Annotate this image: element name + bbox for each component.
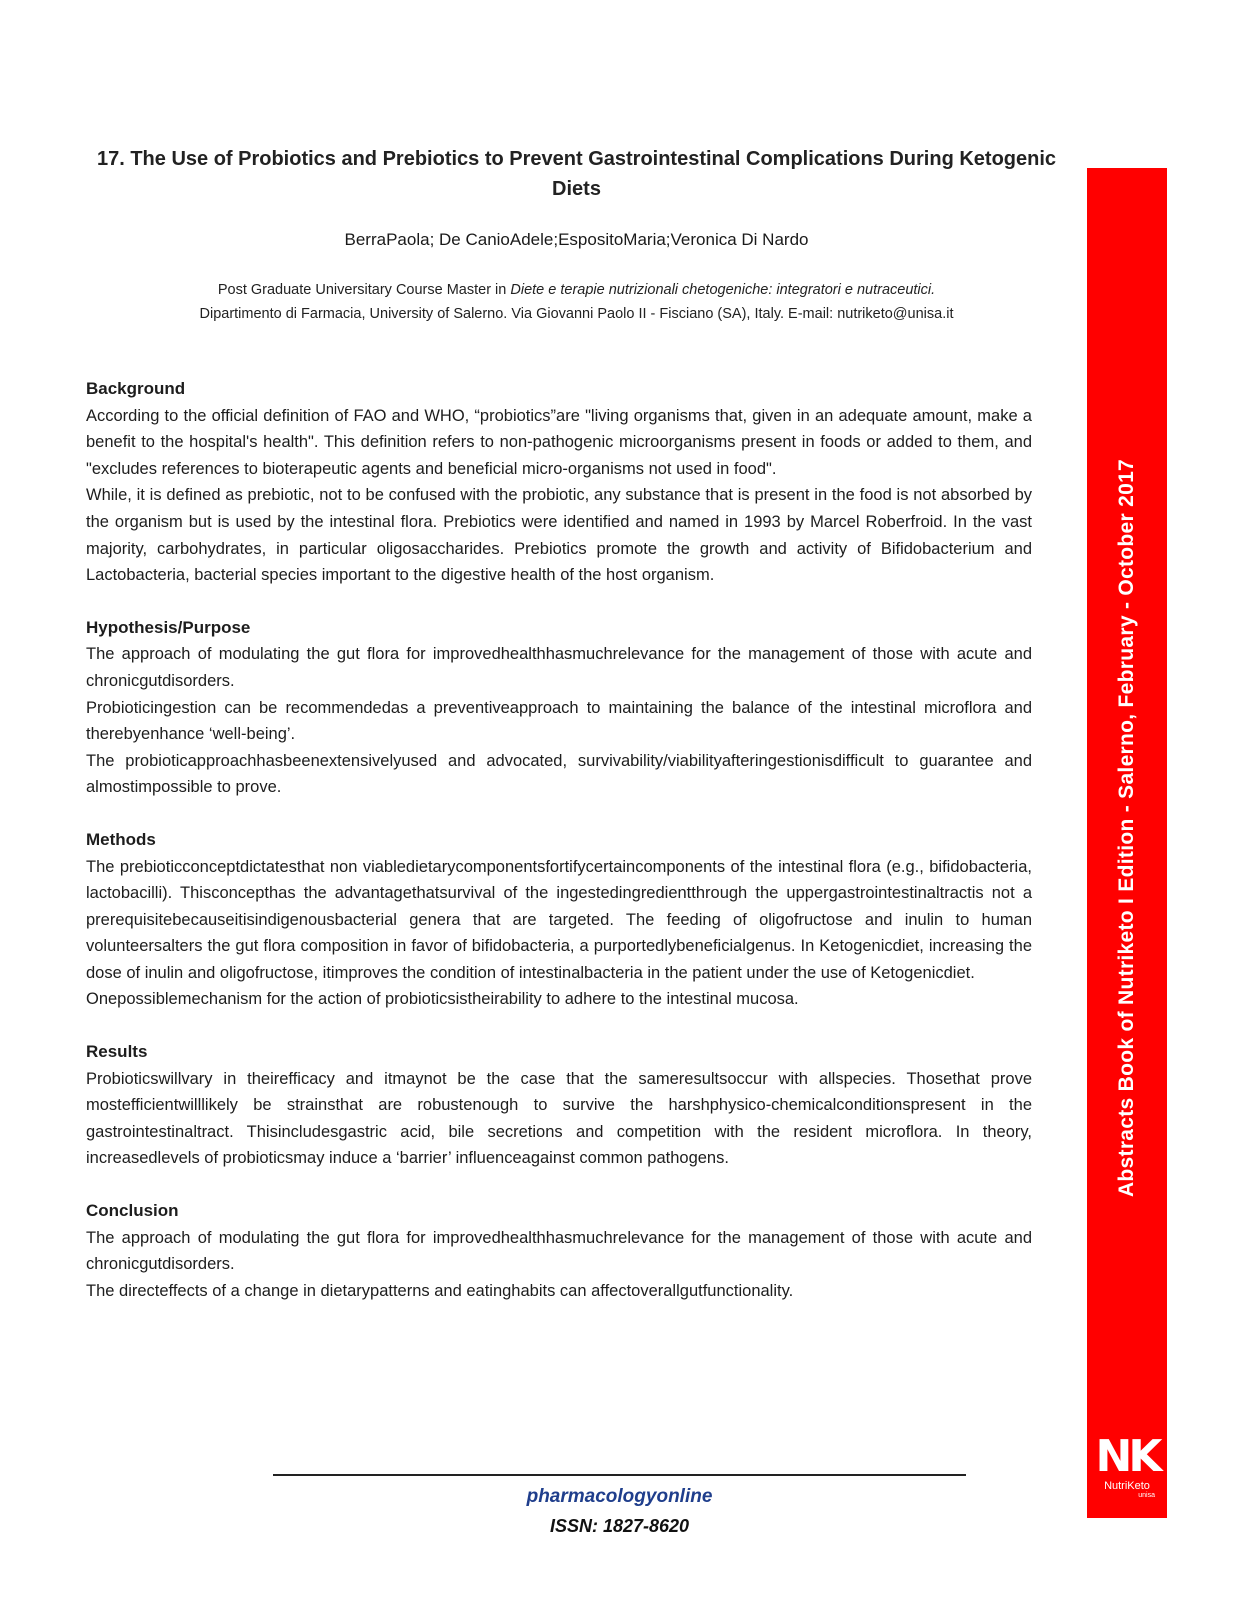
paragraph: The approach of modulating the gut flora for improvedhealthhasmuchrelevance for the management of those with acute and chronicgutdisorders. — [86, 1228, 1032, 1274]
affiliation — [84, 278, 1069, 326]
paragraph: The approach of modulating the gut flora for improvedhealthhasmuchrelevance for the management of those with acute and chronicgutdisorders. — [86, 645, 1032, 690]
abstract-body — [86, 376, 1032, 1330]
section-heading: Background — [86, 379, 186, 398]
section-conclusion — [86, 1198, 1032, 1304]
section-heading: Results — [86, 1042, 148, 1062]
journal-sidebar — [1087, 168, 1167, 1518]
footer-divider — [273, 1474, 966, 1476]
affiliation-prefix: Post Graduate Universitary Course Master in — [217, 282, 511, 298]
section-methods — [86, 827, 1032, 1013]
paragraph: Probioticingestion can be recommendedas a preventiveapproach to maintaining the balance of the intestinal microflora and therebyenhance ‘well-being’. — [86, 698, 1032, 744]
paragraph: The directeffects of a change in dietarypatterns and eatinghabits can affectoverallgutfunctionality. — [86, 1281, 794, 1300]
affiliation-course-name: Diete e terapie nutrizionali chetogeniche: integratori e nutraceutici. — [510, 282, 936, 298]
paragraph: Probioticswillvary in theirefficacy and itmaynot be the case that the sameresultsoccur with allspecies. Thosethat prove mostefficientwilllikely be strainsthat are robustenough to survive the harshphysico-chemicalconditionspresent in the gastrointestinaltract. Thisincludesgastric acid, bile secretions and competition with the resident microflora. In theory, increasedlevels of probioticsmay induce a ‘barrier’ influenceagainst common pathogens. — [86, 1069, 1032, 1168]
paragraph: While, it is defined as prebiotic, not to be confused with the probiotic, any substance that is present in the food is not absorbed by the organism but is used by the intestinal flora. Prebiotics were identified and named in 1993 by Marcel Roberfroid. In the vast majority, carbohydrates, in particular oligosaccharides. Prebiotics promote the growth and activity of Bifidobacterium and Lactobacteria, bacterial species important to the digestive health of the host organism. — [86, 486, 1032, 585]
paragraph: According to the official definition of FAO and WHO, “probiotics”are "living organisms that, given in an adequate amount, make a benefit to the hospital's health". This definition refers to non-pathogenic microorganisms present in foods or added to them, and "excludes references to bioterapeutic agents and beneficial micro-organisms not used in food". — [86, 406, 1032, 478]
section-heading: Methods — [86, 829, 156, 849]
section-hypothesis — [86, 615, 1032, 801]
nutriketo-logo — [1095, 1431, 1159, 1510]
affiliation-address: Dipartimento di Farmacia, University of Salerno. Via Giovanni Paolo II - Fisciano (SA), Italy. E-mail: nutriketo@unisa.it — [199, 306, 954, 322]
section-heading: Conclusion — [86, 1201, 179, 1221]
logo-name: NutriKeto — [1104, 1480, 1150, 1492]
journal-brand: pharmacologyonline — [526, 1486, 713, 1507]
paragraph: Onepossiblemechanism for the action of probioticsistheirability to adhere to the intestinal mucosa. — [86, 990, 799, 1009]
paragraph: The prebioticconceptdictatesthat non viabledietarycomponentsfortifycertaincomponents of the intestinal flora (e.g., bifidobacteria, lactobacilli). Thisconcepthas the advantagethatsurvival of the ingestedingredientthrough the uppergastrointestinaltractis not a prerequisitebecauseitisindigenousbacterial genera that are targeted. The feeding of oligofructose and inulin to human volunteersalters the gut flora composition in favor of bifidobacteria, a purportedlybeneficialgenus. In Ketogenicdiet, increasing the dose of inulin and oligofructose, itimproves the condition of intestinalbacteria in the patient under the use of Ketogenicdiet. — [86, 857, 1032, 982]
sidebar-caption: Abstracts Book of Nutriketo I Edition - Salerno, February - October 2017 — [1115, 458, 1138, 1198]
section-results — [86, 1039, 1032, 1172]
paragraph: The probioticapproachhasbeenextensivelyused and advocated, survivability/viabilityafteringestionisdifficult to guarantee and almostimpossible to prove. — [86, 751, 1032, 797]
paper-title: 17. The Use of Probiotics and Prebiotics to Prevent Gastrointestinal Complications During Ketogenic Diets — [96, 148, 1057, 200]
journal-issn: ISSN: 1827-8620 — [549, 1516, 690, 1536]
section-heading: Hypothesis/Purpose — [86, 617, 251, 637]
section-background — [86, 376, 1032, 589]
logo-sub: unisa — [1138, 1492, 1155, 1499]
logo-mark: NK — [1095, 1431, 1159, 1482]
author-list: BerraPaola; De CanioAdele;EspositoMaria;Veronica Di Nardo — [344, 230, 809, 249]
